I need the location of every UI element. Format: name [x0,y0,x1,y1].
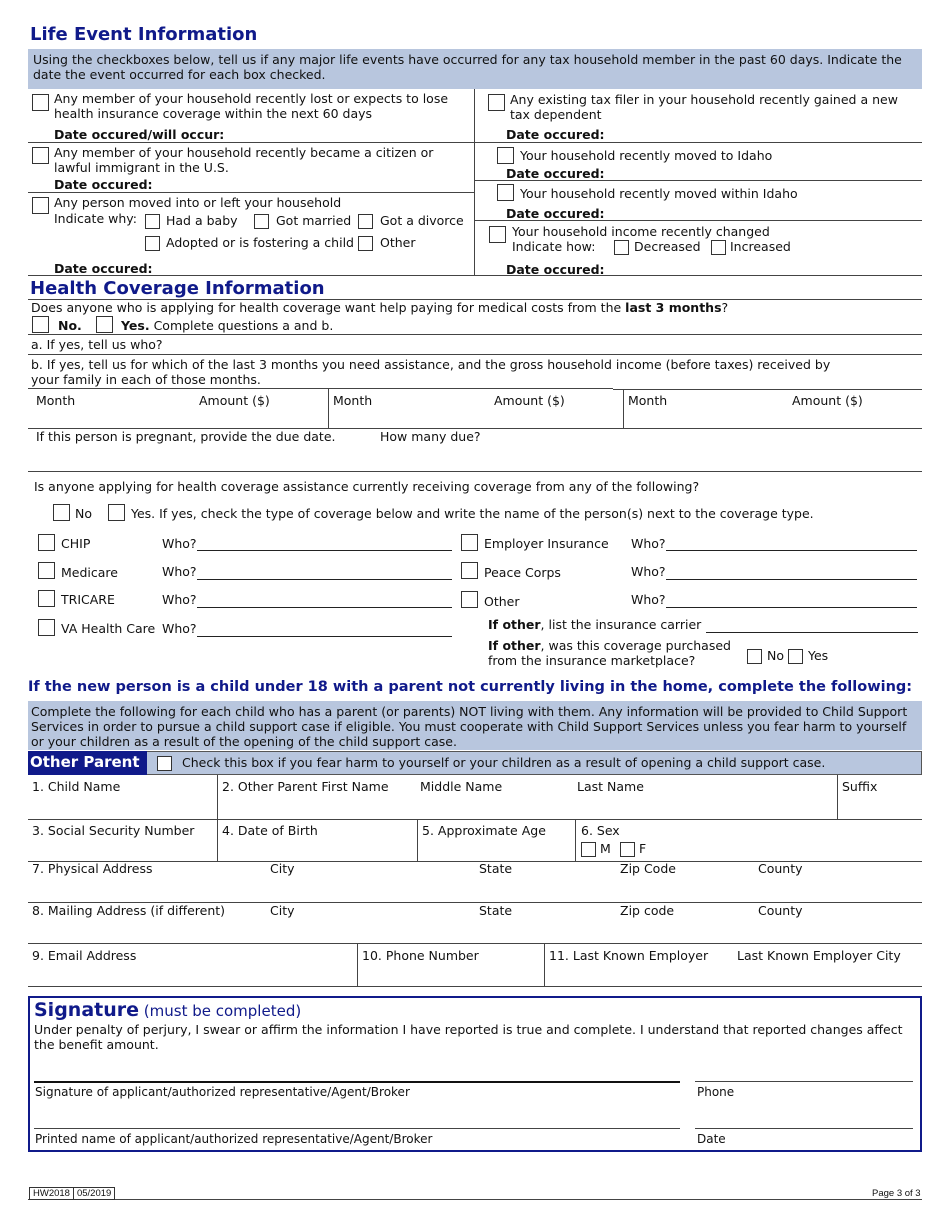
sex-label: 6. Sex [581,823,620,838]
child-intro: Complete the following for each child who has a parent (or parents) NOT living with them. Any information will be provided to Child Support Services in order to pursue a child support case if eligible. You must cooperate with Child Support Services unless you fear harm to yourself or your children as a result of the opening of the child support case. [31,704,908,750]
medicare-checkbox[interactable] [38,562,55,579]
fear-harm-label: Check this box if you fear harm to yourself or your children as a result of opening a child support case. [182,755,826,770]
last-name-label: Last Name [577,779,644,794]
moved-to-idaho-date-label: Date occured: [506,166,605,181]
insurance-carrier-field[interactable] [706,632,918,633]
life-event-intro: Using the checkboxes below, tell us if any major life events have occurred for any tax household member in the past 60 days. Indicate the date the event occurred for each box checked. [33,52,902,82]
va-who-field[interactable] [197,636,452,637]
marketplace-yes-checkbox[interactable] [788,649,803,664]
help-paying-text: Does anyone who is applying for health coverage want help paying for medical costs from the [31,300,626,315]
citizen-date-label: Date occured: [54,177,153,192]
amount-2-label: Amount ($) [494,393,565,408]
signature-phone-label: Phone [697,1085,735,1099]
signature-heading [34,999,301,1021]
receiving-yes-checkbox[interactable] [108,504,125,521]
indicate-why-label: Indicate why: [54,211,137,226]
other-who-field[interactable] [666,607,917,608]
amount-1-label: Amount ($) [199,393,270,408]
got-married-checkbox[interactable] [254,214,269,229]
divider [28,142,474,143]
sex-f-label: F [639,841,647,856]
last-employer-label: 11. Last Known Employer [549,948,709,963]
health-coverage-title: Health Coverage Information [30,278,325,299]
insurance-carrier-label [488,617,701,632]
gained-dependent-line1: Any existing tax filer in your household recently gained a new [510,92,898,107]
chip-label: CHIP [61,536,91,551]
sex-f-checkbox[interactable] [620,842,635,857]
employer-city-label: Last Known Employer City [737,948,901,963]
help-yes-label [121,318,333,333]
decreased-checkbox[interactable] [614,240,629,255]
if-other-bold-2: If other [488,638,541,653]
pregnant-label: If this person is pregnant, provide the due date. [36,429,336,444]
divider [28,192,474,193]
suffix-label: Suffix [842,779,878,794]
receiving-coverage-question: Is anyone applying for health coverage assistance currently receiving coverage from any of the following? [34,479,700,494]
child-section-heading: If the new person is a child under 18 with a parent not currently living in the home, complete the following: [28,679,913,695]
life-event-divider [474,89,475,275]
peace-corps-who-field[interactable] [666,579,917,580]
child-name-label: 1. Child Name [32,779,121,794]
divider [28,354,922,355]
va-who-label: Who? [162,621,197,636]
decreased-label: Decreased [634,239,701,254]
how-many-due-label: How many due? [380,429,481,444]
divider [28,334,922,335]
if-other-bold: If other [488,617,541,632]
divider [217,775,218,861]
adopted-label: Adopted or is fostering a child [166,235,354,250]
moved-to-idaho-checkbox[interactable] [497,147,514,164]
receiving-no-checkbox[interactable] [53,504,70,521]
peace-corps-label: Peace Corps [484,565,561,580]
signature-line[interactable] [34,1081,680,1083]
other-reason-checkbox[interactable] [358,236,373,251]
month-1-label: Month [36,393,76,408]
middle-name-label: Middle Name [420,779,503,794]
help-no-label: No. [58,318,82,333]
got-divorce-label: Got a divorce [380,213,464,228]
signature-line-label: Signature of applicant/authorized representative/Agent/Broker [35,1085,410,1099]
income-changed-label: Your household income recently changed [512,224,770,239]
marketplace-no-checkbox[interactable] [747,649,762,664]
sex-m-checkbox[interactable] [581,842,596,857]
help-paying-bold: last 3 months [625,300,722,315]
had-baby-label: Had a baby [166,213,238,228]
moved-within-idaho-date-label: Date occured: [506,206,605,221]
increased-checkbox[interactable] [711,240,726,255]
employer-insurance-label: Employer Insurance [484,536,609,551]
va-checkbox[interactable] [38,619,55,636]
ssn-label: 3. Social Security Number [32,823,195,838]
form-date: 05/2019 [76,1188,112,1199]
mail-county-label: County [758,903,803,918]
divider [28,943,922,944]
month-2-label: Month [333,393,373,408]
moved-within-idaho-checkbox[interactable] [497,184,514,201]
phys-state-label: State [479,861,513,876]
op-first-name-label: 2. Other Parent First Name [222,779,389,794]
gained-dependent-checkbox[interactable] [488,94,505,111]
help-yes-checkbox[interactable] [96,316,113,333]
marketplace-no-label: No [767,648,784,663]
signature-text: Under penalty of perjury, I swear or affirm the information I have reported is true and complete. I understand that reported changes affect the benefit amount. [34,1022,903,1052]
page-number: Page 3 of 3 [872,1188,921,1199]
divider [837,775,838,819]
moved-in-out-label: Any person moved into or left your household [54,195,342,210]
chip-who-field[interactable] [197,550,452,551]
income-date-label: Date occured: [506,262,605,277]
divider [28,1199,922,1200]
mail-zip-label: Zip code [620,903,675,918]
tricare-checkbox[interactable] [38,590,55,607]
help-no-checkbox[interactable] [32,316,49,333]
signature-date-label: Date [697,1132,726,1146]
other-who-label: Who? [631,592,666,607]
form-id: HW2018 [33,1188,70,1199]
divider [28,819,922,820]
had-baby-checkbox[interactable] [145,214,160,229]
physical-address-label: 7. Physical Address [32,861,153,876]
receiving-no-label: No [75,506,92,521]
age-label: 5. Approximate Age [422,823,546,838]
other-coverage-label: Other [484,594,520,609]
va-label: VA Health Care [61,621,156,636]
help-paying-qmark: ? [721,300,729,315]
lost-coverage-checkbox[interactable] [32,94,49,111]
divider [613,389,922,390]
marketplace-rest: , was this coverage purchased [540,638,731,653]
moved-in-out-checkbox[interactable] [32,197,49,214]
divider [357,943,358,986]
moved-to-idaho-label: Your household recently moved to Idaho [520,148,773,163]
dob-label: 4. Date of Birth [222,823,318,838]
employer-insurance-checkbox[interactable] [461,534,478,551]
mailing-address-label: 8. Mailing Address (if different) [32,903,226,918]
help-paying-question [31,300,728,315]
moved-date-label: Date occured: [54,261,153,276]
date-line[interactable] [695,1128,913,1129]
email-label: 9. Email Address [32,948,137,963]
phys-city-label: City [270,861,295,876]
peace-corps-who-label: Who? [631,564,666,579]
divider [474,142,922,143]
divider [474,220,922,221]
other-reason-label: Other [380,235,416,250]
signature-title: Signature [34,999,140,1021]
carrier-rest: , list the insurance carrier [540,617,702,632]
divider [28,388,613,389]
citizen-checkbox[interactable] [32,147,49,164]
month-3-label: Month [628,393,668,408]
fear-harm-checkbox[interactable] [157,756,172,771]
peace-corps-checkbox[interactable] [461,562,478,579]
divider [28,275,922,276]
mail-state-label: State [479,903,513,918]
life-event-intro-band [28,49,922,89]
signature-subtitle: (must be completed) [143,1002,302,1020]
life-event-title: Life Event Information [30,24,258,45]
medicare-who-field[interactable] [197,579,452,580]
divider [417,819,418,861]
lost-coverage-line2: health insurance coverage within the next 60 days [54,106,373,121]
indicate-how-label: Indicate how: [512,239,596,254]
marketplace-line2: from the insurance marketplace? [488,653,696,668]
form-id-box [29,1187,115,1200]
phys-zip-label: Zip Code [620,861,676,876]
employer-who-label: Who? [631,536,666,551]
citizen-line1: Any member of your household recently became a citizen or [54,145,434,160]
other-coverage-checkbox[interactable] [461,591,478,608]
divider [623,389,624,428]
other-parent-label: Other Parent [28,751,147,775]
chip-who-label: Who? [162,536,197,551]
help-yes-rest: Complete questions a and b. [153,318,334,333]
divider [544,943,545,986]
got-married-label: Got married [276,213,352,228]
question-a: a. If yes, tell us who? [31,337,163,352]
question-b-line2: your family in each of those months. [31,372,261,387]
citizen-line2: lawful immigrant in the U.S. [54,160,229,175]
child-intro-band [28,701,922,750]
marketplace-line1 [488,638,731,653]
phys-county-label: County [758,861,803,876]
medicare-who-label: Who? [162,564,197,579]
gained-dependent-line2: tax dependent [510,107,602,122]
chip-checkbox[interactable] [38,534,55,551]
amount-3-label: Amount ($) [792,393,863,408]
lost-coverage-line1: Any member of your household recently lost or expects to lose [54,91,449,106]
lost-coverage-date-label: Date occured/will occur: [54,127,225,142]
moved-within-idaho-label: Your household recently moved within Idaho [520,186,798,201]
divider [474,180,922,181]
help-yes-bold: Yes. [121,318,150,333]
gained-dependent-date-label: Date occured: [506,127,605,142]
printed-name-label: Printed name of applicant/authorized representative/Agent/Broker [35,1132,433,1146]
sex-m-label: M [600,841,611,856]
mail-city-label: City [270,903,295,918]
adopted-checkbox[interactable] [145,236,160,251]
tricare-who-field[interactable] [197,607,452,608]
tricare-label: TRICARE [61,592,115,607]
phone-line[interactable] [695,1081,913,1082]
receiving-yes-label: Yes. If yes, check the type of coverage below and write the name of the person(s) next to the coverage type. [131,506,814,521]
medicare-label: Medicare [61,565,118,580]
divider [28,471,922,472]
employer-who-field[interactable] [666,550,917,551]
income-changed-checkbox[interactable] [489,226,506,243]
tricare-who-label: Who? [162,592,197,607]
question-b-line1: b. If yes, tell us for which of the last 3 months you need assistance, and the gross household income (before taxes) received by [31,357,831,372]
printed-name-line[interactable] [34,1128,680,1129]
divider [28,986,922,987]
got-divorce-checkbox[interactable] [358,214,373,229]
increased-label: Increased [730,239,791,254]
divider [575,819,576,861]
phone-number-label: 10. Phone Number [362,948,479,963]
divider [328,388,329,428]
marketplace-yes-label: Yes [808,648,829,663]
